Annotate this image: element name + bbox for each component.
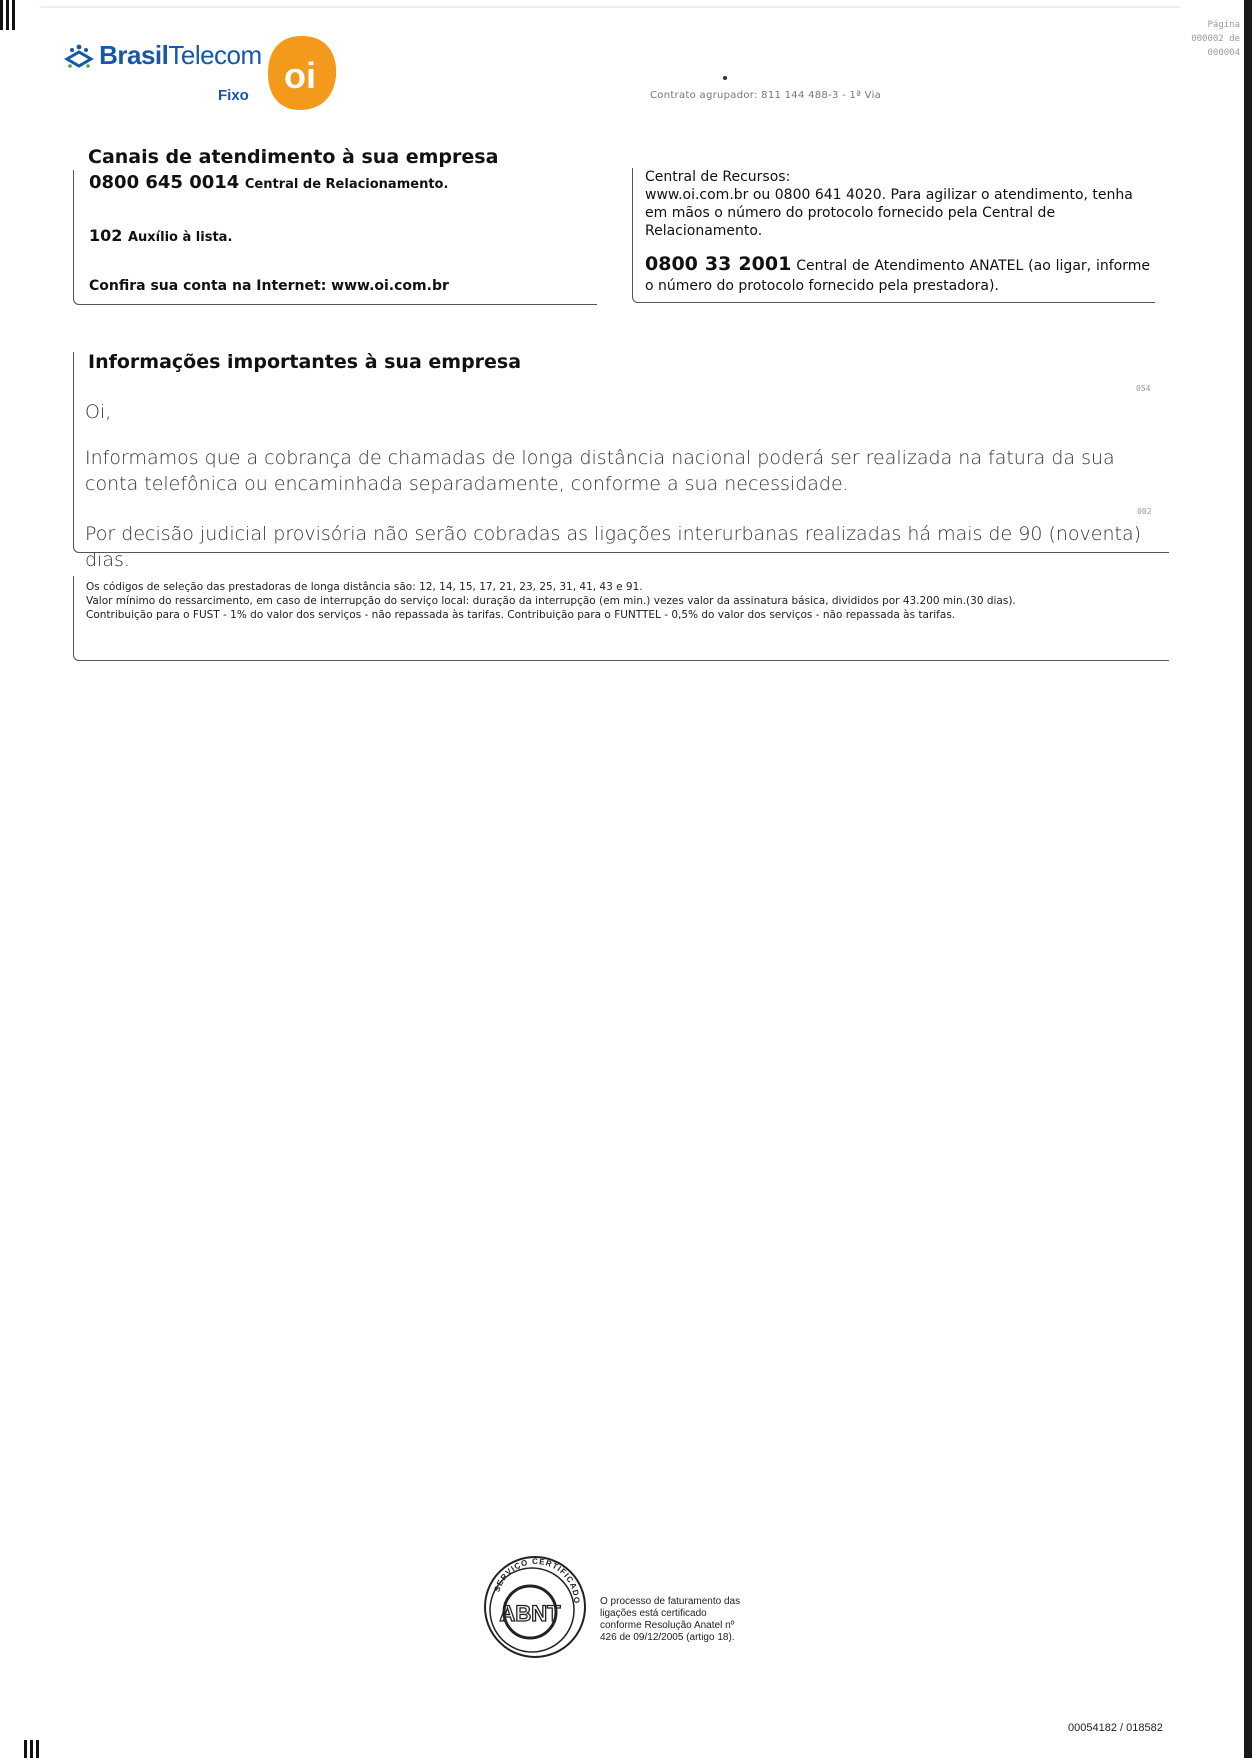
- anatel-text: Central de Atendimento ANATEL (ao ligar, informe o número do protocolo fornecido pela prestadora).: [645, 258, 1151, 294]
- brand-sub: Fixo: [218, 87, 249, 104]
- info-code-1: 054: [1136, 384, 1151, 393]
- notes-line-3: Contribuição para o FUST - 1% do valor dos serviços - não repassada às tarifas. Contribuição para o FUNTTEL - 0,5% do valor dos serviços - não repassada às tarifas.: [86, 609, 956, 621]
- info-code-2: 002: [1137, 507, 1152, 516]
- info-paragraph-1: Informamos que a cobrança de chamadas de longa distância nacional poderá ser realizada na fatura da sua conta telefônica ou encaminhada separadamente, conforme a sua necessidade.: [85, 447, 1115, 495]
- scan-dot: [723, 76, 727, 80]
- channels-title: Canais de atendimento à sua empresa: [88, 146, 499, 168]
- main-phone: 0800 645 0014: [89, 172, 240, 193]
- info-greeting: Oi,: [85, 401, 112, 423]
- brasil-telecom-emblem-icon: [64, 41, 94, 71]
- contract-reference: Contrato agrupador: 811 144 488-3 - 1ª Via: [650, 90, 882, 101]
- scan-registration-mark-top: [0, 0, 20, 30]
- resources-heading: Central de Recursos:: [645, 169, 791, 185]
- info-title: Informações importantes à sua empresa: [88, 351, 522, 373]
- channels-box: [73, 170, 597, 305]
- resources-body: www.oi.com.br ou 0800 641 4020. Para agilizar o atendimento, tenha em mãos o número do protocolo fornecido pela Central de Relacionamento.: [645, 187, 1133, 239]
- seal-center-text: ABNT: [499, 1601, 561, 1626]
- notes-line-2: Valor mínimo do ressarcimento, em caso de interrupção do serviço local: duração da interrupção (em min.) vezes valor da assinatura básica, divididos por 43.200 min.(30 dias).: [86, 595, 1016, 607]
- abnt-certification-seal: [480, 1552, 590, 1662]
- notes-line-1: Os códigos de seleção das prestadoras de longa distância são: 12, 14, 15, 17, 21, 23, 25, 31, 41, 43 e 91.: [86, 581, 643, 593]
- scan-registration-mark-bottom: [24, 1740, 42, 1758]
- resources-box: [632, 168, 1155, 303]
- seal-arc-text: SERVIÇO CERTIFICADO: [492, 1556, 582, 1605]
- notes-box: [73, 576, 1169, 661]
- list-number: 102: [89, 226, 123, 245]
- main-phone-label: Central de Relacionamento.: [244, 177, 449, 192]
- internet-line: Confira sua conta na Internet: www.oi.com.br: [89, 278, 449, 294]
- scan-right-edge: [1244, 0, 1252, 1758]
- info-paragraph-2: Por decisão judicial provisória não serão cobradas as ligações interurbanas realizadas há mais de 90 (noventa) dias.: [85, 523, 1142, 571]
- certification-text: O processo de faturamento das ligações está certificado conforme Resolução Anatel nº 426 de 09/12/2005 (artigo 18).: [600, 1596, 741, 1643]
- oi-logo: [266, 34, 338, 112]
- anatel-phone: 0800 33 2001: [645, 253, 792, 275]
- scan-top-line: [40, 6, 1180, 8]
- list-label: Auxílio à lista.: [127, 230, 233, 245]
- svg-text:SERVIÇO CERTIFICADO: [492, 1557, 581, 1604]
- brand-name: BrasilTelecom: [99, 40, 262, 70]
- page-indicator: Página 000002 de 000004: [1191, 20, 1240, 58]
- oi-logo-text: oi: [284, 55, 316, 96]
- document-number: 00054182 / 018582: [1068, 1722, 1163, 1734]
- brasil-telecom-logo: [64, 40, 264, 110]
